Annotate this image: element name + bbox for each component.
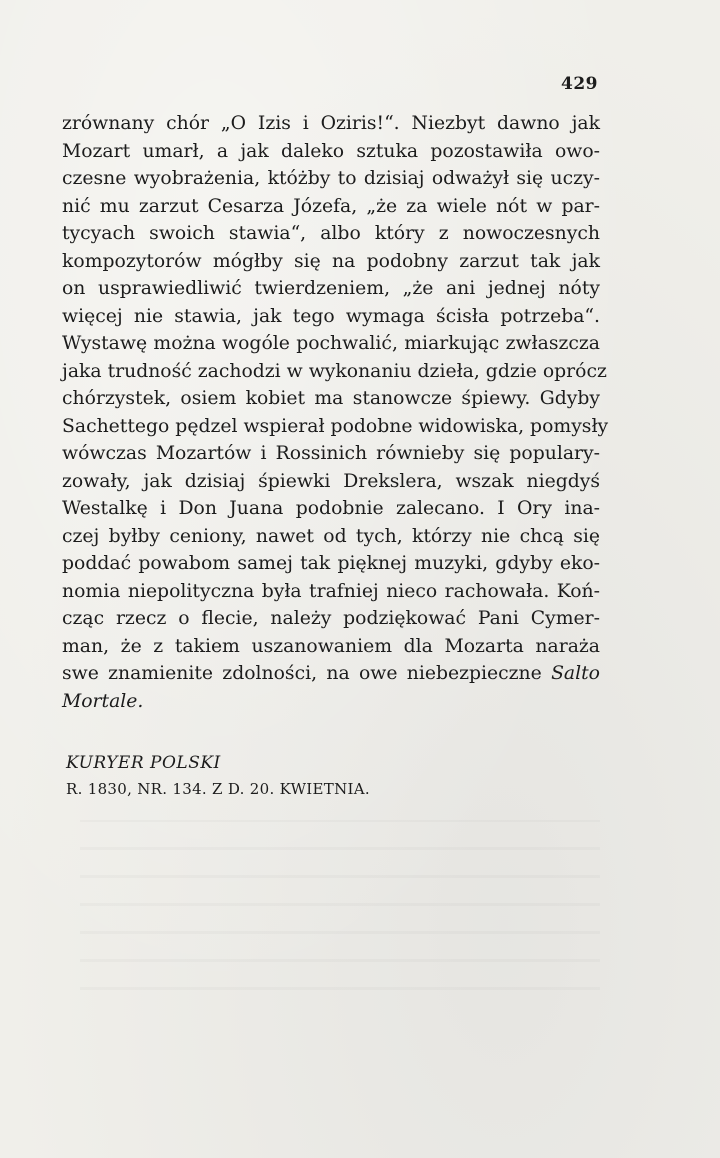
- text-line: Wystawę można wogóle pochwalić, miarkując zwłaszcza: [62, 333, 600, 354]
- text-line: poddać powabom samej tak pięknej muzyki, gdyby eko-: [62, 553, 600, 574]
- body-text: [62, 110, 609, 715]
- text-line: czej byłby ceniony, nawet od tych, którzy nie chcą się: [62, 525, 600, 547]
- text-line: kompozytorów mógłby się na podobny zarzut tak jak: [62, 250, 600, 272]
- text-line: zrównany chór „O Izis i Oziris!“. Niezbyt dawno jak: [62, 113, 600, 134]
- show-through-texture: [80, 820, 600, 990]
- text-line: tycyach swoich stawia“, albo który z nowoczesnych: [62, 223, 600, 244]
- text-line-final: Mortale.: [62, 690, 144, 712]
- source-citation: [66, 750, 466, 802]
- text-line: jaka trudność zachodzi w wykonaniu dzieła, gdzie oprócz: [62, 360, 607, 382]
- text-line: nomia niepolityczna była trafniej nieco rachowała. Koń-: [62, 580, 600, 602]
- text-line: czesne wyobrażenia, któżby to dzisiaj odważył się uczy-: [62, 168, 600, 189]
- source-reference: R. 1830, NR. 134. Z D. 20. KWIETNIA.: [66, 780, 370, 798]
- text-line: man, że z takiem uszanowaniem dla Mozarta naraża: [62, 635, 600, 657]
- text-line: [62, 660, 600, 688]
- text-line: więcej nie stawia, jak tego wymaga ścisła potrzeba“.: [62, 305, 600, 327]
- source-title: KURYER POLSKI: [66, 753, 221, 773]
- page-number: 429: [561, 74, 598, 94]
- text-line: chórzystek, osiem kobiet ma stanowcze śpiewy. Gdyby: [62, 388, 600, 409]
- text-line: Sachettego pędzel wspierał podobne widowiska, pomysły: [62, 415, 609, 437]
- italic-phrase: Salto: [551, 663, 600, 684]
- text-line: on usprawiedliwić twierdzeniem, „że ani jednej nóty: [62, 278, 600, 299]
- text-line: cząc rzecz o flecie, należy podziękować Pani Cymer-: [62, 608, 600, 629]
- text-line: Westalkę i Don Juana podobnie zalecano. I Ory ina-: [62, 498, 600, 519]
- text-line-content: swe znamienite zdolności, na owe niebezpieczne: [62, 663, 542, 684]
- text-line: Mozart umarł, a jak daleko sztuka pozostawiła owo-: [62, 140, 600, 162]
- text-line: zowały, jak dzisiaj śpiewki Drekslera, wszak niegdyś: [62, 470, 600, 492]
- text-line: nić mu zarzut Cesarza Józefa, „że za wiele nót w par-: [62, 195, 600, 217]
- text-line: wówczas Mozartów i Rossinich równieby się populary-: [62, 443, 600, 464]
